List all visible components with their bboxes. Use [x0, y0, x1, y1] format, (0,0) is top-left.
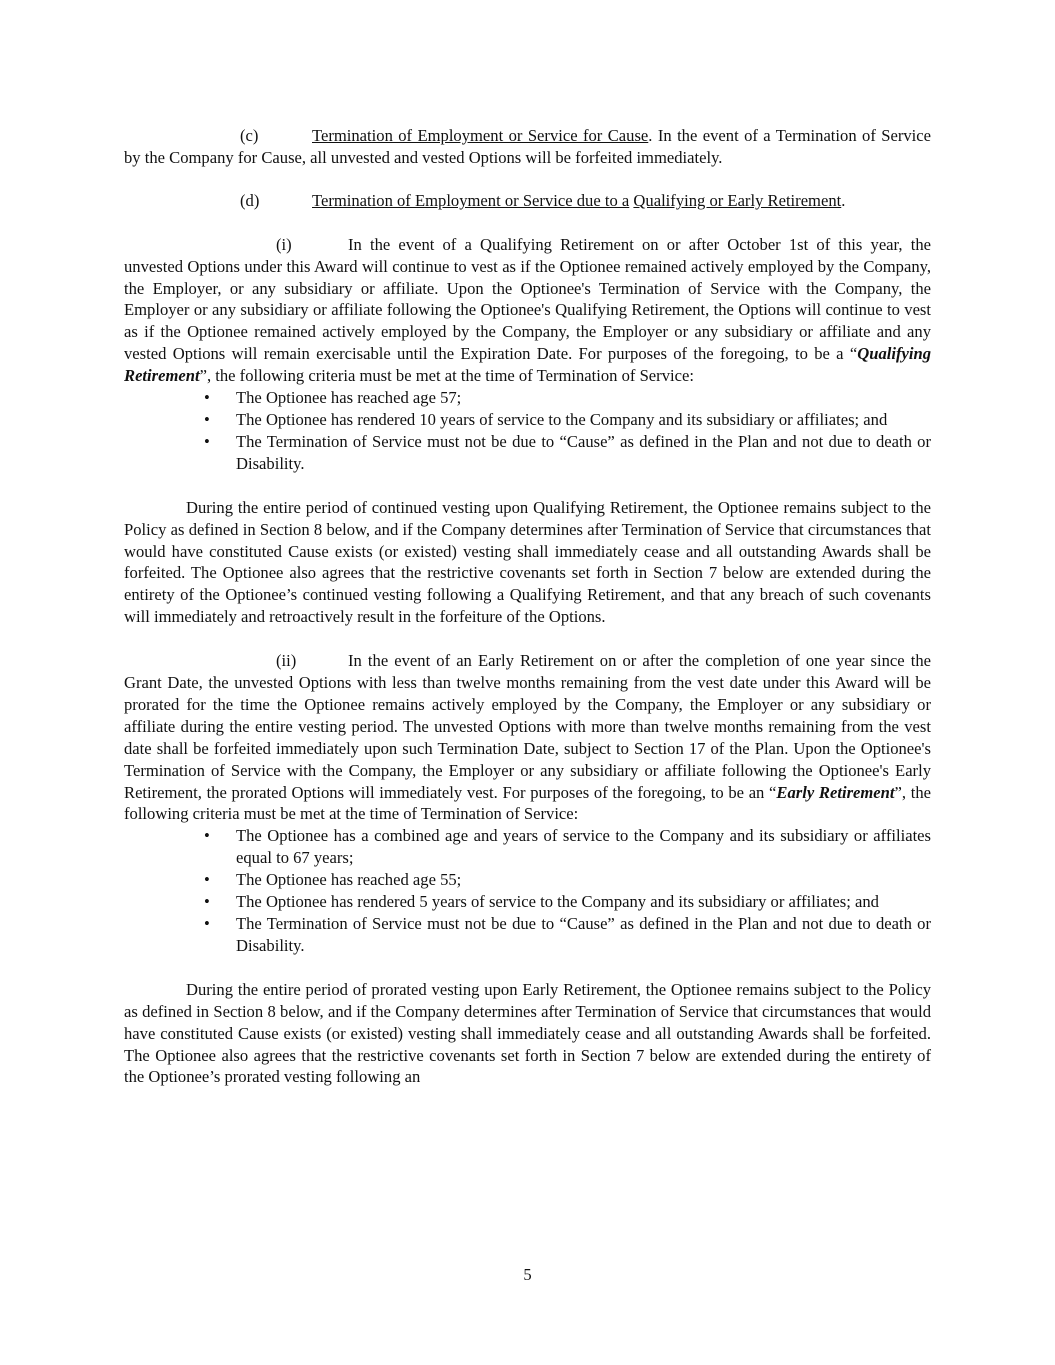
section-d-heading-line — [124, 190, 931, 212]
section-c-paragraph — [124, 125, 931, 169]
subsection-ii-label: (ii) — [276, 651, 297, 671]
document-page — [124, 125, 931, 1088]
qualifying-retirement-term: Qualifying Retirement — [124, 344, 931, 386]
list-item: • The Termination of Service must not be due to “Cause” as defined in the Plan and not due to death or Disability. — [124, 913, 931, 957]
section-d-heading-part1: Termination of Employment or Service due to a — [312, 190, 630, 210]
section-d-label: (d) — [240, 190, 260, 210]
section-c-text: . In the event of a Termination of Service by the Company for Cause, all unvested and vested Options will be forfeited immediately. — [124, 126, 932, 167]
section-c-label: (c) — [240, 126, 259, 145]
early-retirement-term: Early Retirement — [776, 782, 895, 802]
subsection-i-label: (i) — [276, 234, 292, 254]
subsection-ii-paragraph — [124, 650, 931, 825]
subsection-i-text: In the event of a Qualifying Retirement on or after October 1st of this year, the unvested Options under this Award will continue to vest as if the Optionee remained actively employed by the Company, the Employer, or any subsidiary or affiliate. Upon the Optionee's Termination of Service with the Company, the Employer or any subsidiary or affiliate following the Optionee's Qualifying Retirement, the Options will continue to vest as if the Optionee remained actively employed by the Company, the Employer or any subsidiary or affiliate and any vested Options will remain exercisable until the Expiration Date. For purposes of the foregoing, to be a “ — [124, 234, 931, 364]
continued-vesting-paragraph: During the entire period of continued vesting upon Qualifying Retirement, the Optionee remains subject to the Policy as defined in Section 8 below, and if the Company determines after Termination of Service that circumstances that would have constituted Cause exists (or existed) vesting shall immediately cease and all outstanding Awards shall be forfeited. The Optionee also agrees that the restrictive covenants set forth in Section 7 below are extended during the entirety of the Optionee’s continued vesting following a Qualifying Retirement, and that any breach of such covenants will immediately and retroactively result in the forfeiture of the Options. — [124, 497, 931, 627]
section-c-heading: Termination of Employment or Service for Cause — [312, 126, 649, 145]
list-item: • The Optionee has rendered 5 years of service to the Company and its subsidiary or affiliates; and — [124, 891, 931, 913]
list-item: • The Optionee has reached age 55; — [124, 869, 931, 891]
section-d-heading-part2: Qualifying or Early Retirement — [633, 190, 842, 210]
list-item: • The Optionee has rendered 10 years of service to the Company and its subsidiary or affiliates; and — [124, 409, 931, 431]
list-item: • The Optionee has reached age 57; — [124, 387, 931, 409]
list-item: • The Termination of Service must not be due to “Cause” as defined in the Plan and not due to death or Disability. — [124, 431, 931, 475]
subsection-i-paragraph — [124, 234, 931, 387]
prorated-vesting-paragraph: During the entire period of prorated vesting upon Early Retirement, the Optionee remains subject to the Policy as defined in Section 8 below, and if the Company determines after Termination of Service that circumstances that would have constituted Cause exists (or existed) vesting shall immediately cease and all outstanding Awards shall be forfeited. The Optionee also agrees that the restrictive covenants set forth in Section 7 below are extended during the entirety of the Optionee’s prorated vesting following an — [124, 979, 931, 1087]
list-item: • The Optionee has a combined age and years of service to the Company and its subsidiary or affiliates equal to 67 years; — [124, 825, 931, 869]
subsection-i-text-end: ”, the following criteria must be met at the time of Termination of Service: — [199, 366, 694, 386]
page-number: 5 — [523, 1265, 532, 1284]
section-d-heading-end: . — [841, 190, 846, 210]
qualifying-criteria-list — [124, 387, 931, 475]
subsection-ii-text-end: ”, the following criteria must be met at the time of Termination of Service: — [124, 782, 931, 824]
subsection-ii-text: In the event of an Early Retirement on or after the completion of one year since the Grant Date, the unvested Options with less than twelve months remaining from the vest date under this Award will be prorated for the time the Optionee remains actively employed by the Company, the Employer or any subsidiary or affiliate during the entire vesting period. The unvested Options with more than twelve months remaining from the vest date shall be forfeited immediately upon such Termination Date, subject to Section 17 of the Plan. Upon the Optionee's Termination of Service with the Company, the Employer or any subsidiary or affiliate following the Optionee's Early Retirement, the prorated Options will immediately vest. For purposes of the foregoing, to be an “ — [124, 651, 931, 802]
early-criteria-list — [124, 825, 931, 956]
